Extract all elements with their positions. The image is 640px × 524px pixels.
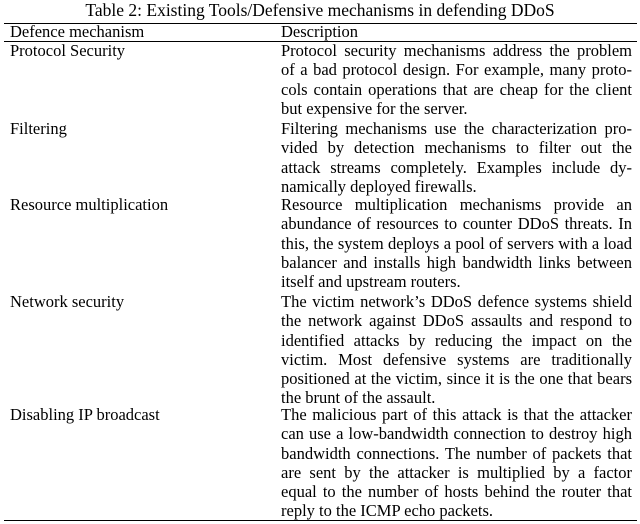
description-cell: Protocol security mechanisms address the problem of a bad protocol design. For example, many protocols contain operations that are cheap for the client but expensive for the server. (281, 41, 632, 118)
mechanism-cell: Network security (10, 292, 125, 311)
description-cell: The victim network’s DDoS defence systems shield the network against DDoS assaults and respond to identified attacks by reducing the impact on the victim. Most defensive systems are traditionally positioned at the victim, since it is the one that bears the brunt of the assault. (281, 292, 632, 408)
table-bottom-rule (4, 520, 637, 521)
mechanism-cell: Disabling IP broadcast (10, 405, 160, 424)
mechanism-cell: Protocol Security (10, 41, 126, 60)
header-defence-mechanism: Defence mechanism (10, 22, 145, 41)
table-caption: Table 2: Existing Tools/Defensive mechanisms in defending DDoS (85, 0, 555, 20)
description-cell: The malicious part of this attack is that the attacker can use a low-bandwidth connection to destroy high bandwidth connections. The number of packets that are sent by the attacker is multiplied by a factor equal to the number of hosts behind the router that reply to the ICMP echo packets. (281, 405, 632, 521)
description-cell: Resource multiplication mechanisms provide an abundance of resources to counter DDoS threats. In this, the system deploys a pool of servers with a load balancer and installs high bandwidth links between itself and upstream routers. (281, 195, 632, 292)
header-description: Description (281, 22, 358, 41)
mechanism-cell: Filtering (10, 119, 67, 138)
description-cell: Filtering mechanisms use the characterization provided by detection mechanisms to filter out the attack streams completely. Examples include dynamically deployed firewalls. (281, 119, 632, 196)
mechanism-cell: Resource multiplication (10, 195, 169, 214)
